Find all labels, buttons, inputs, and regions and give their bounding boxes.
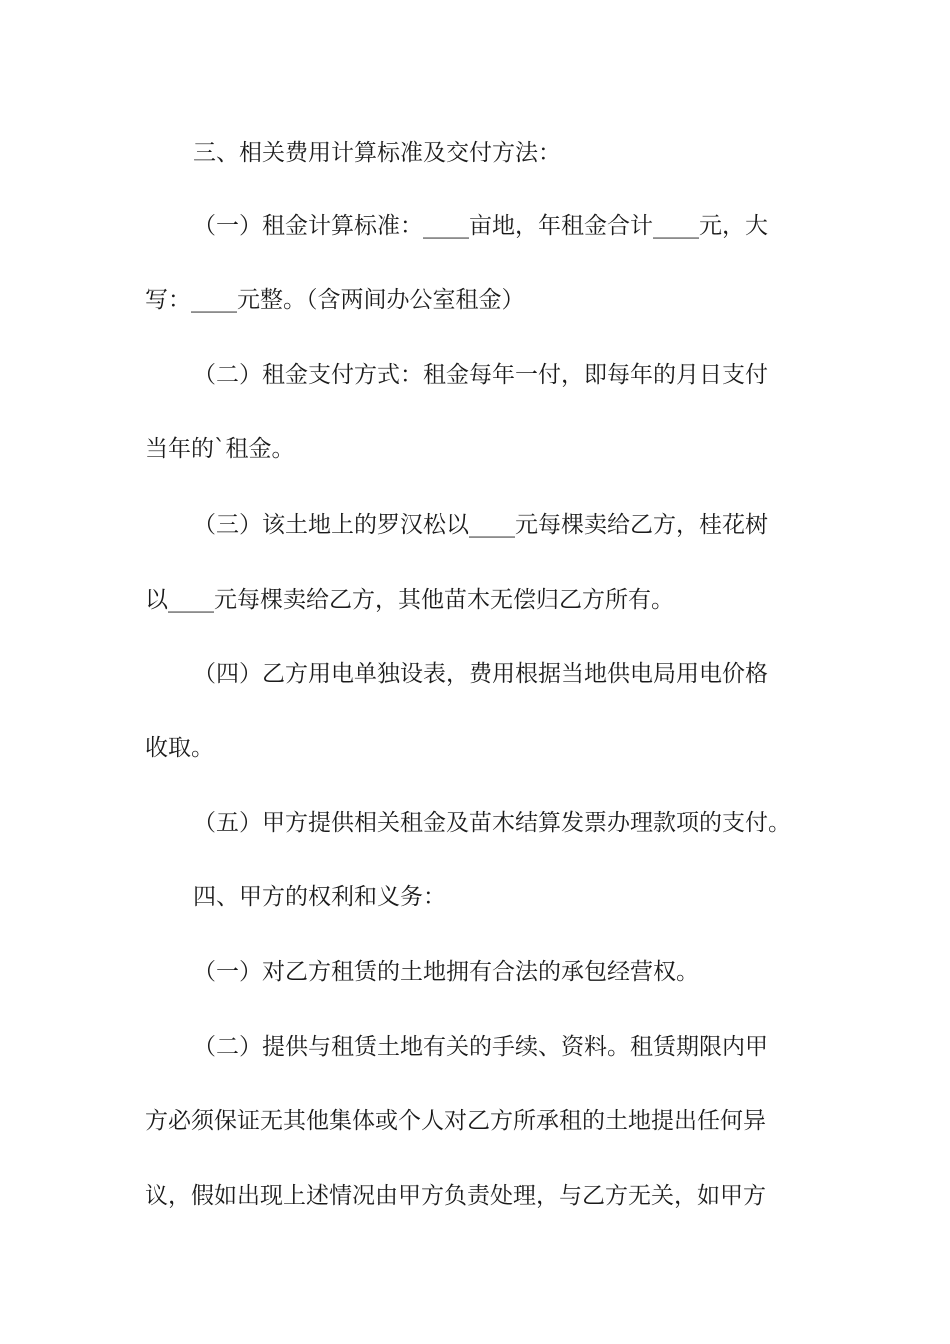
paragraph-line: 以____元每棵卖给乙方，其他苗木无偿归乙方所有。	[145, 587, 674, 613]
paragraph-line: 收取。	[145, 735, 214, 761]
paragraph-line: 议，假如出现上述情况由甲方负责处理，与乙方无关，如甲方	[145, 1183, 766, 1209]
paragraph-line: （四）乙方用电单独设表，费用根据当地供电局用电价格	[193, 661, 768, 687]
paragraph-line: （一）租金计算标准：____亩地，年租金合计____元，大	[193, 213, 768, 239]
section-heading-party-a: 四、甲方的权利和义务：	[193, 884, 446, 910]
paragraph-line: 方必须保证无其他集体或个人对乙方所承租的土地提出任何异	[145, 1108, 766, 1134]
section-heading-fees: 三、相关费用计算标准及交付方法：	[193, 140, 561, 166]
paragraph-line: （二）提供与租赁土地有关的手续、资料。租赁期限内甲	[193, 1034, 768, 1060]
paragraph-line: 当年的`租金。	[145, 436, 295, 462]
paragraph-line: （一）对乙方租赁的土地拥有合法的承包经营权。	[193, 959, 699, 985]
paragraph-line: （三）该土地上的罗汉松以____元每棵卖给乙方，桂花树	[193, 512, 768, 538]
paragraph-line: （二）租金支付方式：租金每年一付，即每年的月日支付	[193, 362, 768, 388]
paragraph-line: 写：____元整。（含两间办公室租金）	[145, 287, 525, 313]
paragraph-line: （五）甲方提供相关租金及苗木结算发票办理款项的支付。	[193, 810, 791, 836]
